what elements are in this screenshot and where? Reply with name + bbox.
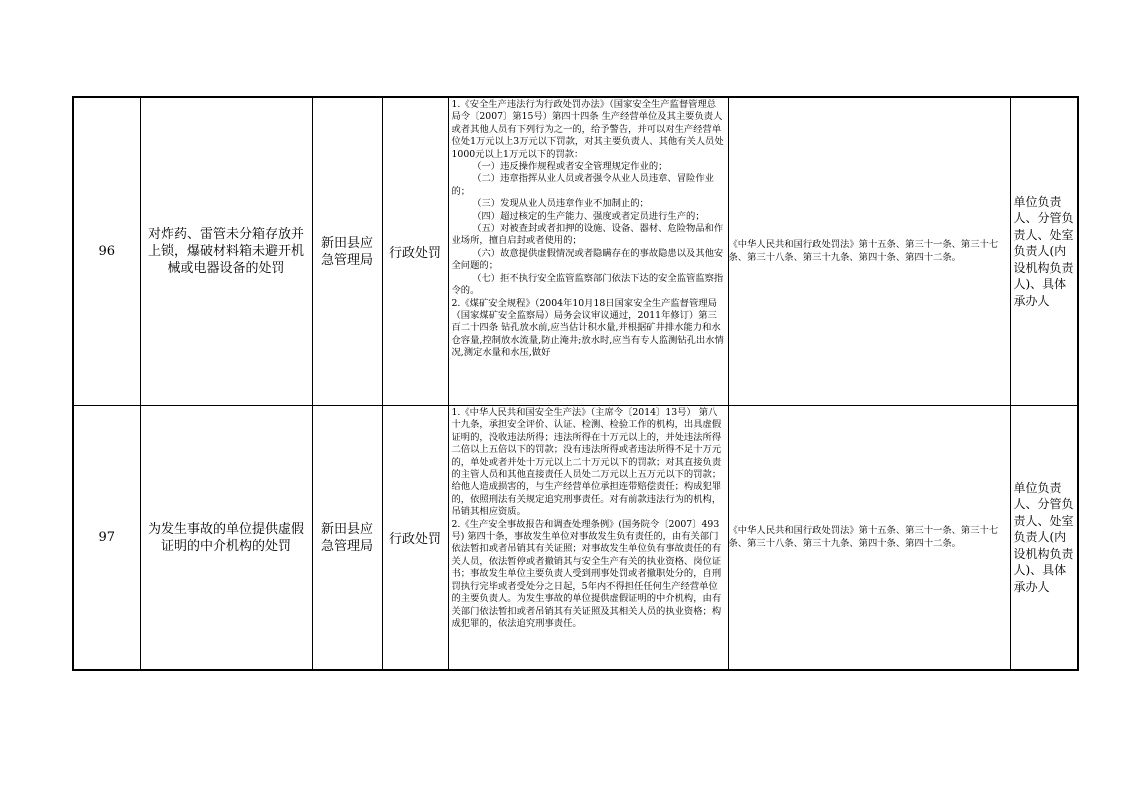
table-row xyxy=(73,97,1078,406)
department: 新田县应急管理局 xyxy=(312,97,382,406)
basis-cell xyxy=(448,97,728,406)
row-number: 96 xyxy=(73,97,140,406)
table-row xyxy=(73,406,1078,671)
row-number: 97 xyxy=(73,406,140,671)
item-name: 为发生事故的单位提供虚假证明的中介机构的处罚 xyxy=(140,406,312,671)
category: 行政处罚 xyxy=(382,97,448,406)
category: 行政处罚 xyxy=(382,406,448,671)
penalty-law-reference: 《中华人民共和国行政处罚法》第十五条、第三十一条、第三十七条、第三十八条、第三十九条、第四十条、第四十二条。 xyxy=(728,406,1010,671)
item-name: 对炸药、雷管未分箱存放并上锁，爆破材料箱未避开机械或电器设备的处罚 xyxy=(140,97,312,406)
responsible-persons: 单位负责人、分管负责人、处室负责人(内设机构负责人)、具体承办人 xyxy=(1010,406,1078,671)
legal-basis: 1.《安全生产违法行为行政处罚办法》（国家安全生产监督管理总局令〔2007〕第15号）第四十四条 生产经营单位及其主要负责人或者其他人员有下列行为之一的，给予警告，并可以对生产经营单位处1万元以上3万元以下罚款，对其主要负责人、其他有关人员处1000元以上1万元以下的罚款： （一）违反操作规程或者安全管理规定作业的； （二）违章指挥从业人员或者强令从业人员违章、冒险作业的； （三）发现从业人员违章作业不加制止的； （四）超过核定的生产能力、强度或者定员进行生产的； （五）对被查封或者扣押的设施、设备、器材、危险物品和作业场所，擅自启封或者使用的； （六）故意提供虚假情况或者隐瞒存在的事故隐患以及其他安全问题的； （七）拒不执行安全监管监察部门依法下达的安全监管监察指令的。 2.《煤矿安全规程》（2004年10月18日国家安全生产监督管理局（国家煤矿安全监察局）局务会议审议通过，2011年修订）第三百二十四条 钻孔放水前,应当估计积水量,并根据矿井排水能力和水仓容量,控制放水流量,防止淹井;放水时,应当有专人监测钻孔出水情况,测定水量和水压,做好 xyxy=(451,99,724,359)
responsible-persons: 单位负责人、分管负责人、处室负责人(内设机构负责人)、具体承办人 xyxy=(1010,97,1078,406)
basis-cell xyxy=(448,406,728,671)
penalty-law-reference: 《中华人民共和国行政处罚法》第十五条、第三十一条、第三十七条、第三十八条、第三十九条、第四十条、第四十二条。 xyxy=(728,97,1010,406)
regulation-table xyxy=(72,96,1079,671)
department: 新田县应急管理局 xyxy=(312,406,382,671)
legal-basis: 1.《中华人民共和国安全生产法》（主席令〔2014〕13号） 第八十九条，承担安全评价、认证、检测、检验工作的机构，出具虚假证明的，没收违法所得；违法所得在十万元以上的，并处违法所得二倍以上五倍以下的罚款；没有违法所得或者违法所得不足十万元的，单处或者并处十万元以上二十万元以下的罚款；对其直接负责的主管人员和其他直接责任人员处二万元以上五万元以下的罚款；给他人造成损害的，与生产经营单位承担连带赔偿责任；构成犯罪的，依照刑法有关规定追究刑事责任。对有前款违法行为的机构，吊销其相应资质。 2.《生产安全事故报告和调查处理条例》(国务院令〔2007〕493号) 第四十条，事故发生单位对事故发生负有责任的，由有关部门依法暂扣或者吊销其有关证照；对事故发生单位负有事故责任的有关人员，依法暂停或者撤销其与安全生产有关的执业资格、岗位证书；事故发生单位主要负责人受到刑事处罚或者撤职处分的，自刑罚执行完毕或者受处分之日起，5年内不得担任任何生产经营单位的主要负责人。为发生事故的单位提供虚假证明的中介机构，由有关部门依法暂扣或者吊销其有关证照及其相关人员的执业资格；构成犯罪的，依法追究刑事责任。 xyxy=(451,407,722,629)
